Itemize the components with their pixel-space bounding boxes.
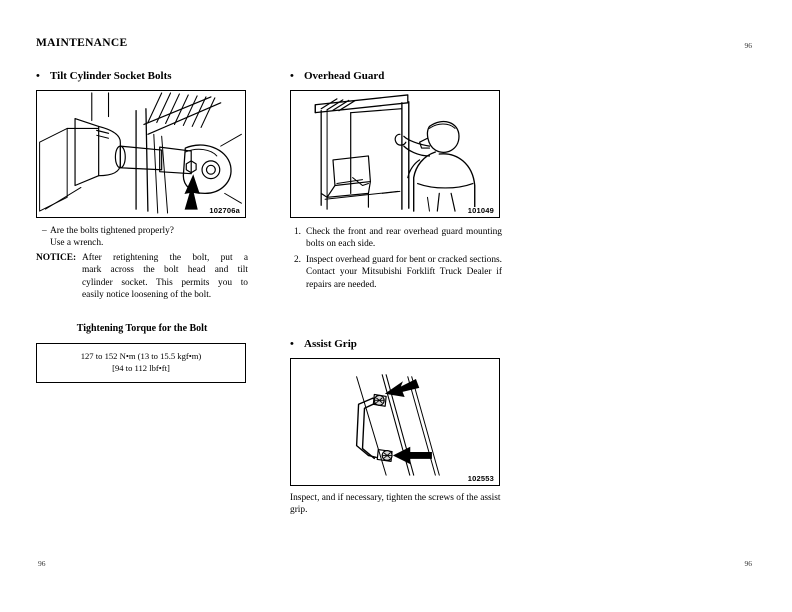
pointer-arrow-lower-icon [394,448,431,464]
notice-line-3: cylinder socket. This permits you to [82,277,248,288]
bullet-glyph-icon: • [290,338,294,351]
screw-upper-icon [374,395,384,405]
checklist-line-1: Are the bolts tightened properly? [50,226,174,236]
tilt-cylinder-drawing [37,91,245,217]
notice-line-2: mark across the bolt head and tilt [82,265,248,276]
pointer-arrow-upper-icon [386,380,418,397]
figure-id-label: 102553 [467,473,494,483]
page-number-bottom-left: 96 [38,559,46,568]
torque-value-imperial: [94 to 112 lbf•ft] [112,362,170,373]
figure-tilt-cylinder-socket-bolt [36,90,246,218]
torque-value-box [36,343,246,383]
notice-body [82,252,248,302]
left-column [36,70,248,383]
step-text: Inspect overhead guard for bent or cracked sections. Contact your Mitsubishi Forklift Truck Dealer if repairs are needed. [306,254,502,290]
running-head: MAINTENANCE [36,37,128,49]
notice-line-1: After retightening the bolt, put a [82,252,248,263]
list-item [290,254,502,291]
tilt-cylinder-checklist [36,225,248,301]
bullet-glyph-icon: • [36,70,40,82]
notice-label: NOTICE: [36,252,77,263]
page-number-top-right: 96 [744,41,752,50]
step-number: 2. [293,254,301,265]
section-heading-overhead-guard [290,70,502,82]
assist-grip-instruction: Inspect, and if necessary, tighten the screws of the assist grip. [290,493,501,516]
step-number: 1. [293,227,301,237]
figure-id-label: 102706a [209,205,240,215]
list-item [36,225,248,250]
figure-overhead-guard [290,90,500,218]
page-number-bottom-right: 96 [744,559,752,568]
section-title: Assist Grip [304,338,357,351]
assist-grip-drawing [291,359,499,485]
bullet-glyph-icon: • [290,70,294,82]
section-title: Tilt Cylinder Socket Bolts [50,70,172,82]
list-item [290,226,502,251]
notice-line-4: easily notice loosening of the bolt. [82,290,212,301]
torque-table-title: Tightening Torque for the Bolt [76,323,208,335]
overhead-guard-steps [290,226,502,291]
screw-lower-icon [382,451,392,461]
section-heading-assist-grip [290,338,502,350]
step-text: Check the front and rear overhead guard mounting bolts on each side. [306,227,502,250]
section-title: Overhead Guard [304,70,385,82]
notice-block [36,252,248,302]
checklist-line-2: Use a wrench. [50,238,104,249]
torque-value-metric: 127 to 152 N•m (13 to 15.5 kgf•m) [80,351,202,362]
figure-assist-grip [290,358,500,486]
figure-id-label: 101049 [467,205,494,215]
overhead-guard-drawing [291,91,499,217]
section-heading-tilt-cylinder [36,70,248,82]
pointer-arrow-icon [185,176,199,209]
dash-marker: – [42,226,47,236]
checklist-text [50,225,248,250]
right-column [290,70,502,517]
